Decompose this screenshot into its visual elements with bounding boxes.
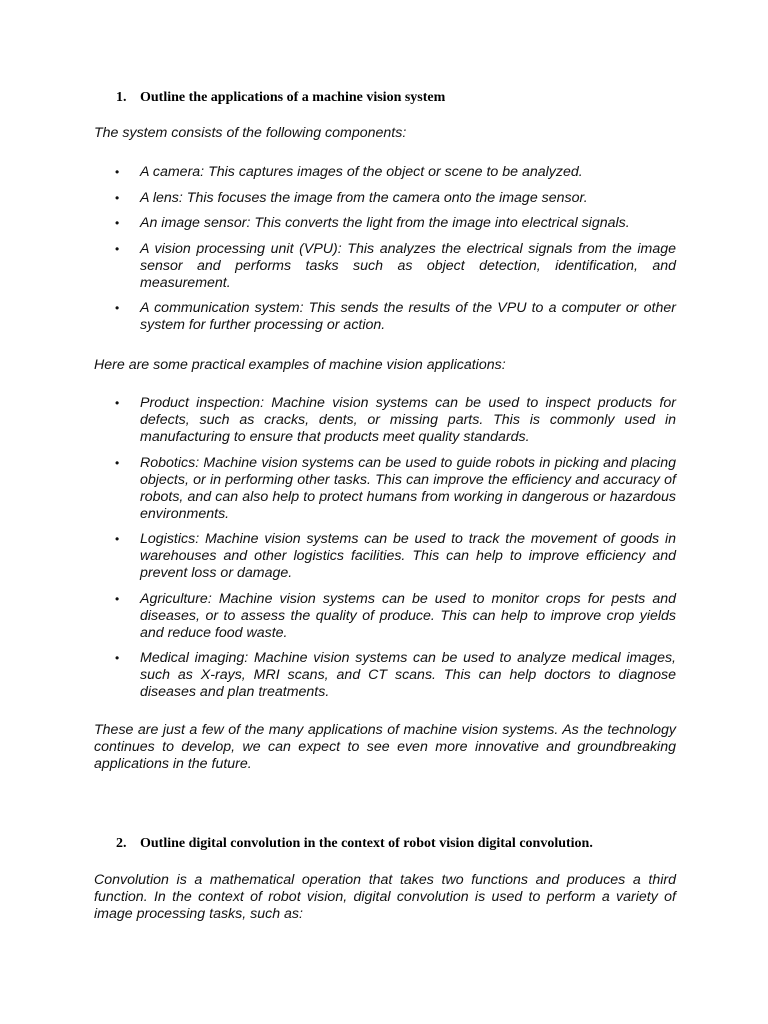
- section-2-intro: Convolution is a mathematical operation that takes two functions and produces a third function. In the context of robot vision, digital convolution is used to perform a variety of image processing tasks, such as:: [94, 872, 676, 922]
- list-item: [0, 190, 676, 207]
- section-1-conclusion: These are just a few of the many applications of machine vision systems. As the technology continues to develop, we can expect to see even more innovative and groundbreaking applications in the future.: [94, 722, 676, 772]
- list-item-text: A vision processing unit (VPU): This analyzes the electrical signals from the image sensor and performs tasks such as object detection, identification, and measurement.: [140, 240, 676, 291]
- list-item: [0, 215, 676, 232]
- list-item-text: An image sensor: This converts the light from the image into electrical signals.: [140, 215, 630, 231]
- bullet-icon: •: [115, 532, 120, 546]
- list-item-text: A lens: This focuses the image from the camera onto the image sensor.: [140, 189, 588, 206]
- bullet-icon: •: [115, 241, 120, 256]
- list-item: [0, 241, 676, 292]
- list-item: [0, 164, 676, 181]
- section-1-intro: The system consists of the following components:: [94, 125, 407, 141]
- bullet-icon: •: [115, 591, 120, 606]
- bullet-icon: •: [115, 396, 120, 410]
- bullet-icon: •: [115, 165, 120, 179]
- bullet-icon: •: [115, 455, 120, 470]
- list-item: [0, 591, 676, 642]
- list-item-text: Product inspection: Machine vision systems can be used to inspect products for defects, such as cracks, dents, or missing parts. This is commonly used in manufacturing to ensure that products meet quality standards.: [140, 395, 676, 445]
- bullet-icon: •: [115, 301, 120, 315]
- list-item: [0, 300, 676, 334]
- list-item: [0, 531, 676, 582]
- list-item-text: A camera: This captures images of the object or scene to be analyzed.: [140, 164, 583, 180]
- examples-list: [0, 395, 768, 710]
- section-2-number: 2.: [116, 836, 127, 851]
- section-1-title: Outline the applications of a machine vision system: [140, 90, 446, 105]
- bullet-icon: •: [115, 216, 120, 230]
- bullet-icon: •: [115, 651, 120, 665]
- section-2-title: Outline digital convolution in the context of robot vision digital convolution.: [140, 836, 593, 851]
- section-1-number: 1.: [116, 90, 127, 105]
- list-item-text: Medical imaging: Machine vision systems can be used to analyze medical images, such as X-rays, MRI scans, and CT scans. This can help doctors to diagnose diseases and plan treatments.: [140, 650, 676, 700]
- list-item: [0, 650, 676, 701]
- list-item-text: A communication system: This sends the results of the VPU to a computer or other system for further processing or action.: [140, 300, 676, 333]
- examples-intro: Here are some practical examples of machine vision applications:: [94, 357, 506, 373]
- section-2-heading: [116, 835, 593, 852]
- list-item: [0, 455, 676, 523]
- section-1-heading: [116, 89, 445, 106]
- list-item-text: Robotics: Machine vision systems can be used to guide robots in picking and placing objects, or in performing other tasks. This can improve the efficiency and accuracy of robots, and can also help to protect humans from working in dangerous or hazardous environments.: [140, 454, 676, 522]
- components-list: [0, 164, 768, 343]
- list-item: [0, 395, 676, 446]
- list-item-text: Agriculture: Machine vision systems can be used to monitor crops for pests and diseases, or to assess the quality of produce. This can help to improve crop yields and reduce food waste.: [140, 590, 676, 641]
- list-item-text: Logistics: Machine vision systems can be used to track the movement of goods in warehouses and other logistics facilities. This can help to improve efficiency and prevent loss or damage.: [140, 531, 676, 581]
- bullet-icon: •: [115, 190, 120, 205]
